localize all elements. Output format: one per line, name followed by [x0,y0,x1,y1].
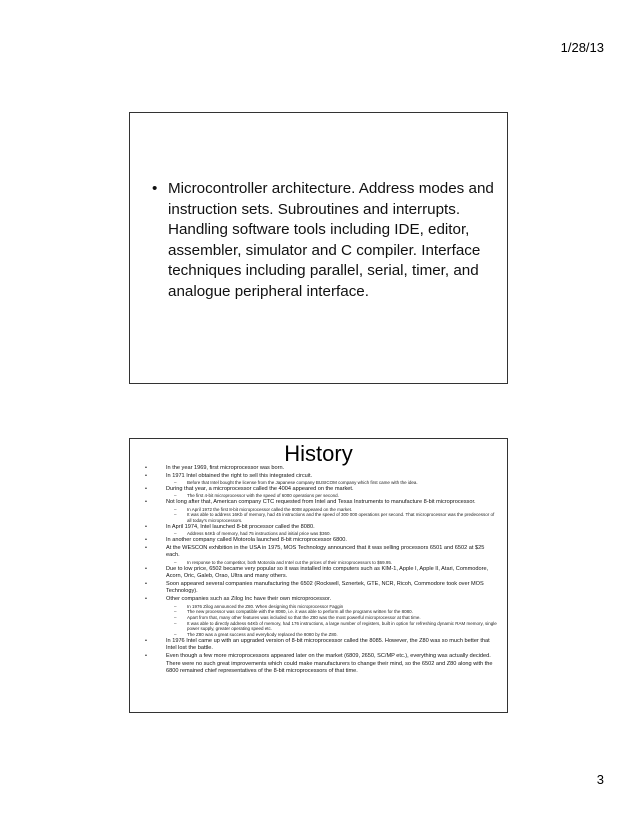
history-bullet: • In the year 1969, first microprocessor was born. [142,465,499,473]
history-sub-bullet: – Before that Intel bought the license from the Japanese company BUSICOM company which first came with the idea. [142,480,499,486]
history-bullet: • Not long after that, American company CTC requested from Intel and Texas Instruments to manufacture 8-bit microprocessor. [142,499,499,507]
history-bullet: • In April 1974, Intel launched 8-bit processor called the 8080. [142,524,499,532]
history-sub-bullet: – Address 64Kb of memory, had 75 instructions and initial price was $360. [142,531,499,537]
slide1-bullet: • Microcontroller architecture. Address modes and instruction sets. Subroutines and interrupts. Handling software tools including IDE, editor, assembler, simulator and C compiler. Interface techniques including parallel, serial, timer, and analogue peripheral interface. [152,179,502,302]
history-sub-bullet: – The Z80 was a great success and everybody replaced the 8080 by the Z80. [142,632,499,638]
history-bullet: • During that year, a microprocessor called the 4004 appeared on the market. [142,486,499,494]
slide2-bullet-list [142,465,499,676]
history-sub-bullet: – In April 1972 the first 8-bit microprocessor called the 8008 appeared on the market. [142,507,499,513]
slide1-bullet-list [152,179,502,302]
slide-thumbnail-1 [129,112,508,384]
page-number: 3 [596,772,604,787]
page-date: 1/28/13 [560,40,604,55]
history-sub-bullet: – In response to the competitor, both Motorola and Intel cut the prices of their microprocessors to $69.95. [142,560,499,566]
history-sub-bullet: – Apart from that, many other features was included so that the Z80 was the most powerful microprocessor at that time. [142,615,499,621]
history-sub-bullet: – The new processor was compatible with the 8080, i.e. it was able to perform all the programs written for the 8080. [142,609,499,615]
history-bullet: • Soon appeared several companies manufacturing the 6502 (Rockwell, Sznertek, GTE, NCR, Ricoh, Commodore took over MOS Technology). [142,581,499,596]
history-sub-bullet: – In 1976 Zilog announced the Z80. When designing this microprocessor Faggin [142,604,499,610]
history-bullet: • In another company called Motorola launched 8-bit microprocessor 6800. [142,537,499,545]
history-bullet: • In 1971 Intel obtained the right to sell this integrated circuit. [142,473,499,481]
history-bullet: • In 1976 Intel came up with an upgraded version of 8-bit microprocessor called the 8085. However, the Z80 was so much better that Intel lost the battle. [142,638,499,653]
history-bullet: • Other companies such as Zilog Inc have their own microprocessor. [142,596,499,604]
history-sub-bullet: – It was able to directly address 64Kb of memory, had 176 instructions, a large number of registers, built in option for refreshing dynamic RAM memory, single power supply, greater operating speed etc. [142,621,499,632]
slide-thumbnail-2 [129,438,508,713]
history-bullet: • Even though a few more microprocessors appeared later on the market (6809, 2650, SC/MP etc.), everything was actually decided. There were no such great improvements which could make manufacturers to change their mind, so the 6502 and Z80 along with the 6800 remained chief representatives of the 8-bit microprocessors of that time. [142,653,499,676]
history-bullet: • Due to low price, 6502 became very popular so it was installed into computers such as KIM-1, Apple I, Apple II, Atari, Commodore, Acorn, Oric, Galeb, Orao, Ultra and many others. [142,566,499,581]
history-bullet: • At the WESCON exhibition in the USA in 1975, MOS Technology announced that it was selling processors 6501 and 6502 at $25 each. [142,545,499,560]
slide2-title: History [284,441,353,466]
history-sub-bullet: – It was able to address 16Kb of memory, had 45 instructions and the speed of 300 000 operations per second. That microprocessor was the predecessor of all today's microprocessors. [142,512,499,523]
history-sub-bullet: – The first 4-bit microprocessor with the speed of 6000 operations per second. [142,493,499,499]
